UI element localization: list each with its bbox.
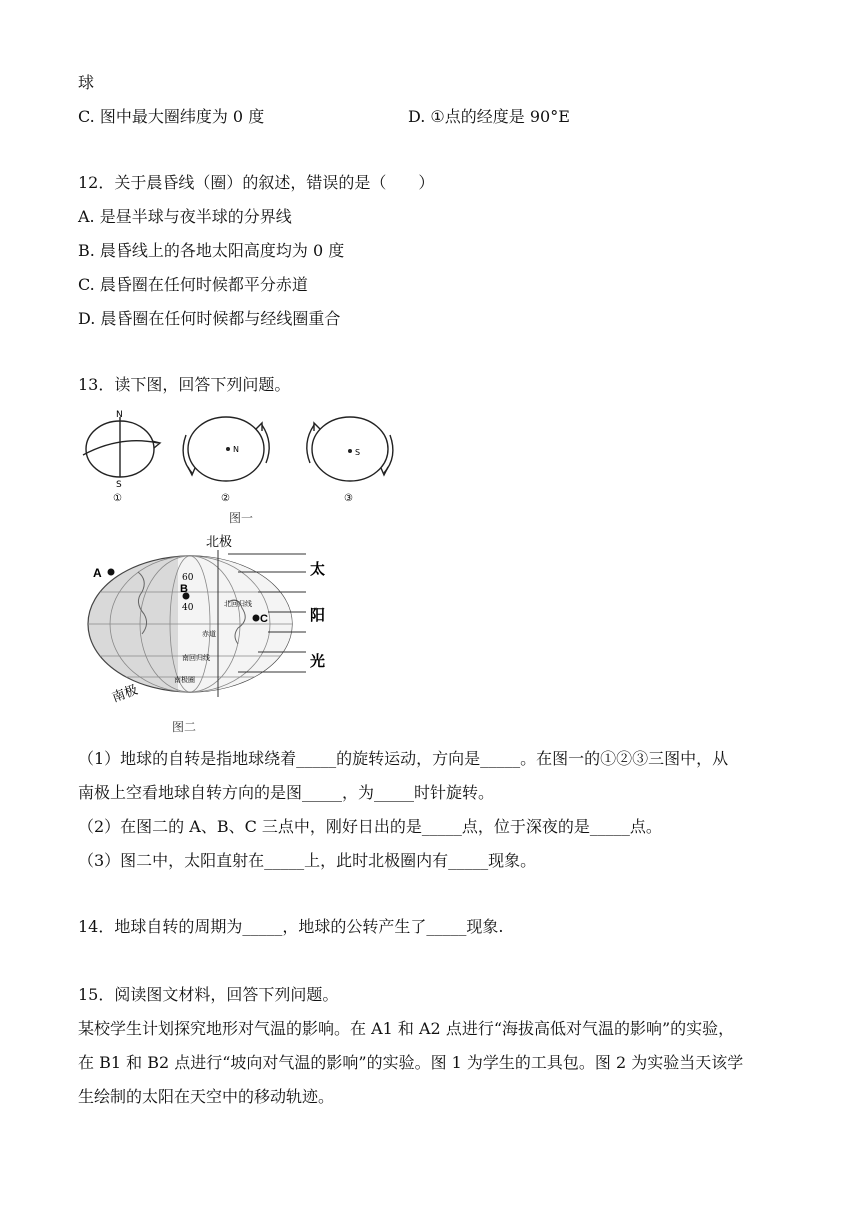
fig2-south-pole: 南极 [110, 682, 140, 706]
option-c: C. 图中最大圈纬度为 0 度 [78, 107, 265, 126]
q15-para-line2: 在 B1 和 B2 点进行“坡向对气温的影响”的实验。图 1 为学生的工具包。图 2 为实验当天该学 [78, 1053, 744, 1072]
q12-option-d: D. 晨昏圈在任何时候都与经线圈重合 [78, 309, 341, 328]
figure-1 [78, 405, 418, 505]
fig1-caption: 图一 [229, 511, 254, 525]
fig2-sun-char-3: 光 [310, 652, 326, 670]
q12-option-c: C. 晨昏圈在任何时候都平分赤道 [78, 275, 308, 294]
fig2-point-a: A [93, 566, 102, 580]
fig2-caption: 图二 [172, 720, 197, 734]
fig2-equator: 赤道 [202, 630, 216, 638]
fig2-sun-char-2: 阳 [310, 606, 326, 624]
prev-question-tail: 球 [78, 73, 95, 92]
fig1-label-2: ② [221, 493, 230, 504]
fig1-pole-n: N [116, 410, 123, 420]
q15-stem: 15．阅读图文材料，回答下列问题。 [78, 985, 339, 1004]
figure-2 [78, 532, 348, 712]
fig1-label-1: ① [113, 493, 122, 504]
q12-option-a: A. 是昼半球与夜半球的分界线 [78, 207, 292, 226]
q13-sub3: （3）图二中，太阳直射在_____上，此时北极圈内有_____现象。 [78, 851, 537, 870]
q12-stem: 12．关于晨昏线（圈）的叙述，错误的是（ ） [78, 173, 435, 192]
fig2-sun-char-1: 太 [310, 560, 326, 578]
q13-stem: 13．读下图，回答下列问题。 [78, 375, 291, 394]
fig2-north-pole: 北极 [206, 535, 233, 550]
option-d: D. ①点的经度是 90°E [408, 107, 570, 126]
q15-para-line1: 某校学生计划探究地形对气温的影响。在 A1 和 A2 点进行“海拔高低对气温的影响”的实验， [78, 1019, 735, 1038]
fig1-s-label: S [355, 448, 361, 457]
fig2-tropic-capricorn: 南回归线 [182, 654, 210, 662]
fig2-point-c: C [260, 613, 268, 625]
fig2-lat-60: 60 [182, 573, 194, 583]
q13-sub1-line1: （1）地球的自转是指地球绕着_____的旋转运动，方向是_____。在图一的①②③三图中，从 [78, 749, 729, 768]
q14-stem: 14．地球自转的周期为_____，地球的公转产生了_____现象. [78, 917, 504, 936]
q13-sub1-line2: 南极上空看地球自转方向的是图_____，为_____时针旋转。 [78, 783, 495, 802]
q12-option-b: B. 晨昏线上的各地太阳高度均为 0 度 [78, 241, 345, 260]
fig2-lat-40: 40 [182, 603, 194, 613]
fig2-antarctic-circle: 南极圈 [174, 676, 195, 684]
fig1-pole-s: S [116, 480, 122, 490]
fig1-label-3: ③ [344, 493, 353, 504]
q13-sub2: （2）在图二的 A、B、C 三点中，刚好日出的是_____点，位于深夜的是_____点。 [78, 817, 662, 836]
fig1-n-label: N [233, 445, 239, 454]
fig2-tropic-cancer: 北回归线 [224, 600, 252, 608]
fig2-point-b: B [180, 583, 188, 595]
q15-para-line3: 生绘制的太阳在天空中的移动轨迹。 [78, 1087, 335, 1106]
